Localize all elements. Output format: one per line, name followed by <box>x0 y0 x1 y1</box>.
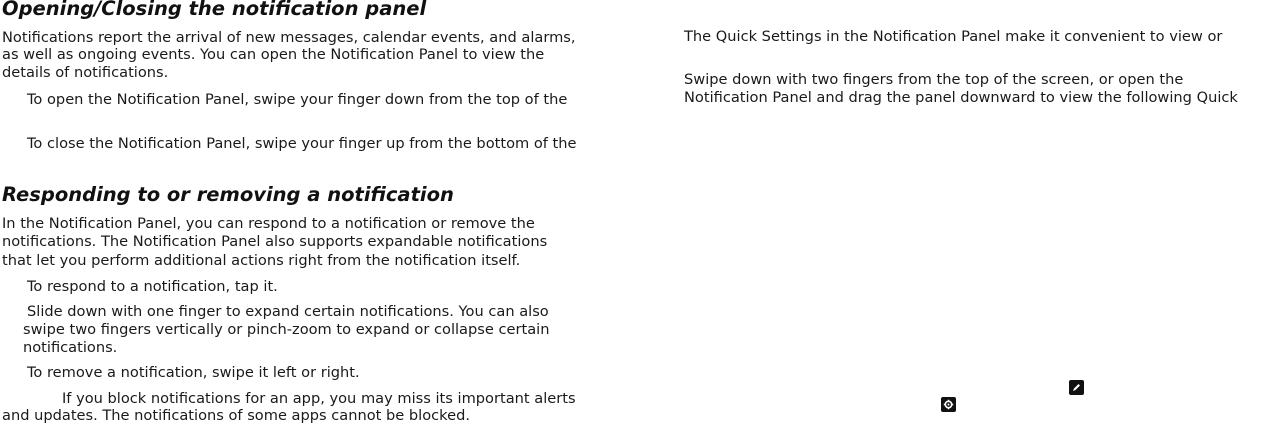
section-heading-opening-closing: Opening/Closing the notification panel <box>2 0 427 20</box>
bullet-expand-line-3: notifications. <box>23 339 118 356</box>
edit-icon <box>1069 380 1084 395</box>
intro-line-3: details of notifications. <box>2 64 169 81</box>
bullet-expand-line-2: swipe two fingers vertically or pinch-zoom to expand or collapse certain <box>23 321 550 338</box>
note-line-2: and updates. The notifications of some apps cannot be blocked. <box>2 407 470 424</box>
section-heading-responding: Responding to or removing a notification <box>2 183 454 206</box>
swipe-instructions-line-1: Swipe down with two fingers from the top of the screen, or open the <box>684 71 1184 88</box>
bullet-respond: To respond to a notification, tap it. <box>27 278 278 295</box>
bullet-remove: To remove a notification, swipe it left or right. <box>27 364 360 381</box>
intro2-line-3: that let you perform additional actions right from the notification itself. <box>2 252 521 269</box>
intro-line-2: as well as ongoing events. You can open the Notification Panel to view the <box>2 46 545 63</box>
swipe-instructions-line-2: Notification Panel and drag the panel downward to view the following Quick <box>684 89 1238 106</box>
gear-glyph <box>943 399 954 410</box>
intro2-line-1: In the Notification Panel, you can respond to a notification or remove the <box>2 215 535 232</box>
pencil-glyph <box>1071 382 1082 393</box>
bullet-close-panel: To close the Notification Panel, swipe your finger up from the bottom of the <box>27 135 577 152</box>
bullet-expand-line-1: Slide down with one finger to expand certain notifications. You can also <box>27 303 549 320</box>
note-line-1: If you block notifications for an app, you may miss its important alerts <box>62 390 576 407</box>
intro-line-1: Notifications report the arrival of new messages, calendar events, and alarms, <box>2 29 576 46</box>
bullet-open-panel: To open the Notification Panel, swipe your finger down from the top of the <box>27 91 568 108</box>
quick-settings-intro: The Quick Settings in the Notification Panel make it convenient to view or <box>684 28 1223 45</box>
settings-gear-icon <box>941 397 956 412</box>
intro2-line-2: notifications. The Notification Panel also supports expandable notifications <box>2 233 548 250</box>
